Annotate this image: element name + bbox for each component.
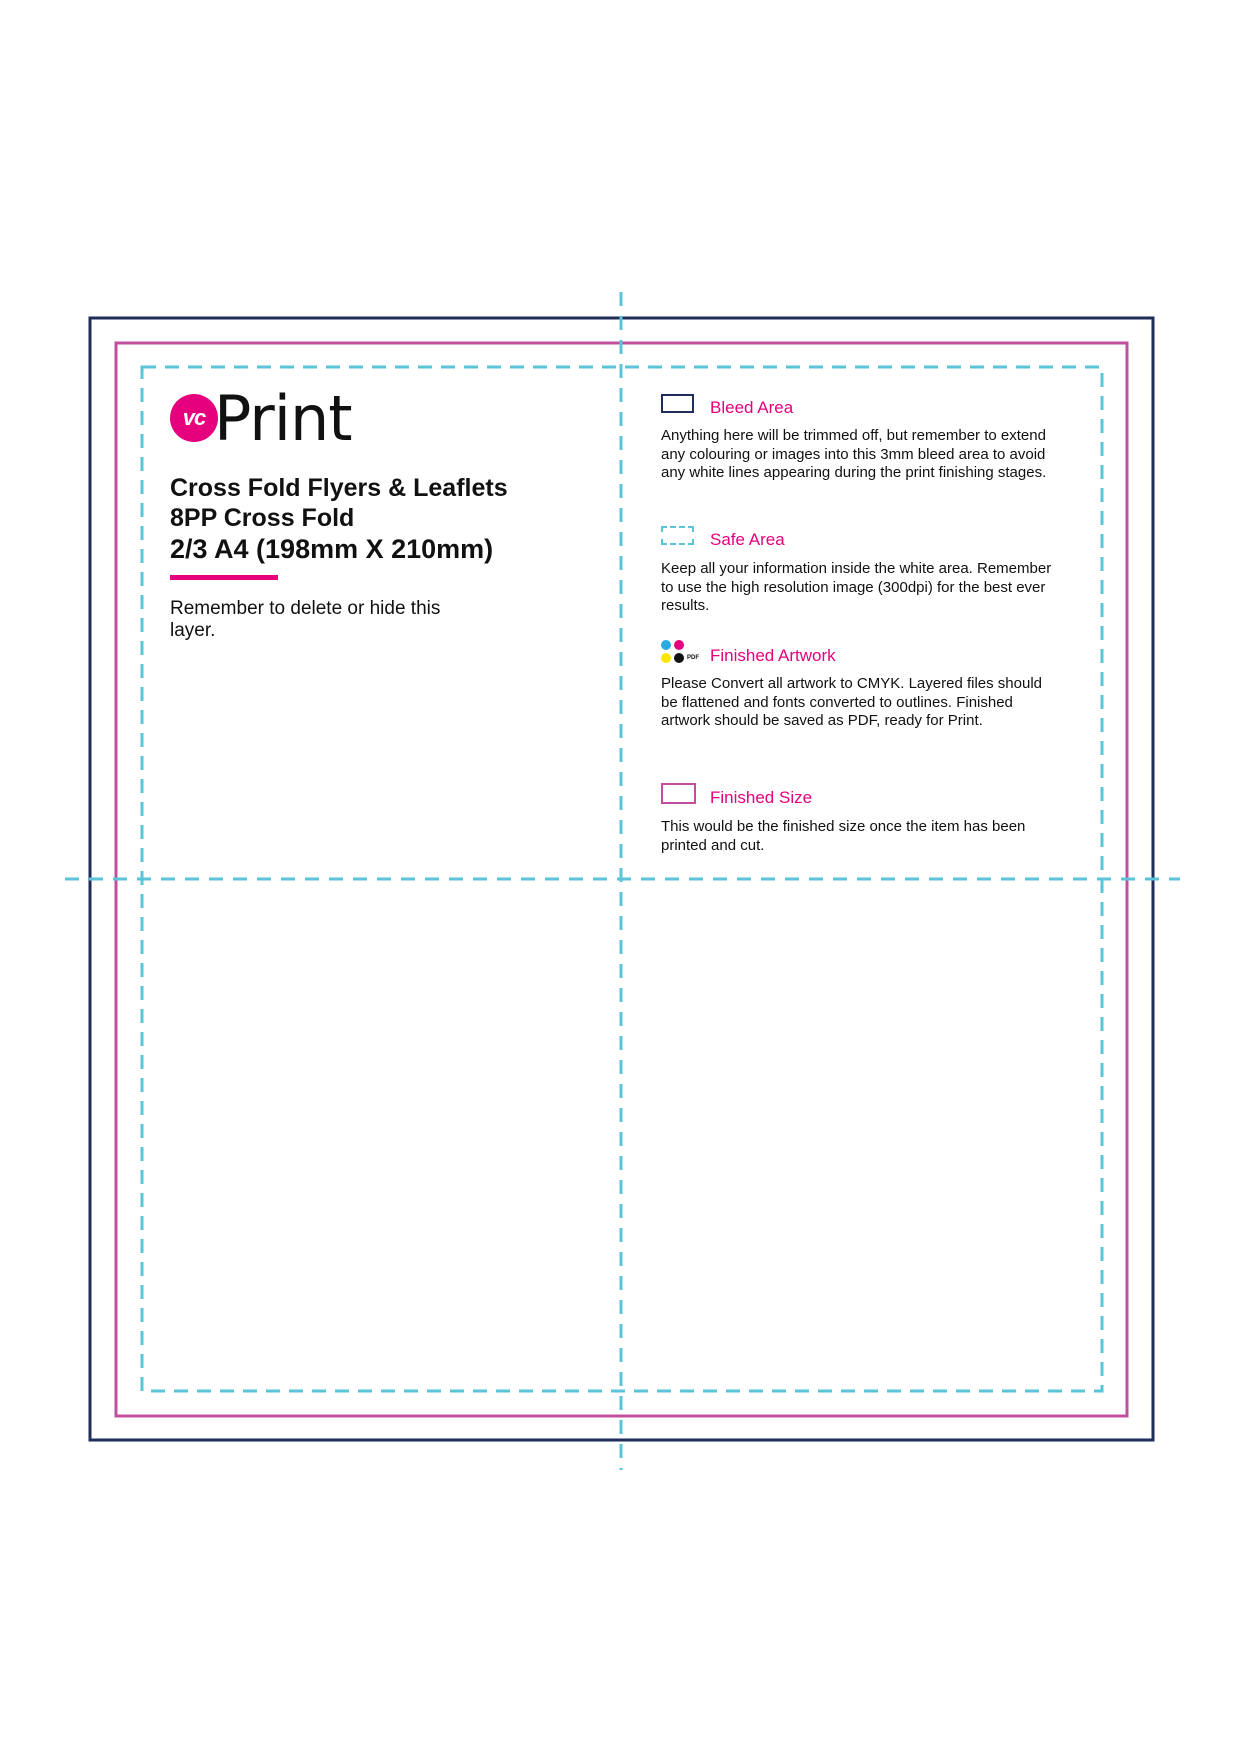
finished-artwork-title: Finished Artwork [710,646,836,665]
finished-size-title: Finished Size [710,788,813,807]
finished-size-text: This would be the finished size once the item has been printed and cut. [661,818,1026,854]
layer-reminder: Remember to delete or hide this layer. [170,598,441,641]
safe-area-text: Keep all your information inside the white area. Remember to use the high resolution image (300dpi) for the best ever results. [661,560,1052,614]
finished-artwork-text: Please Convert all artwork to CMYK. Layered files should be flattened and fonts converted to outlines. Finished artwork should be saved as PDF, ready for Print. [661,675,1043,729]
bleed-area-text: Anything here will be trimmed off, but remember to extend any colouring or images into this 3mm bleed area to avoid any white lines appearing during the print finishing stages. [661,427,1047,481]
bleed-area-icon [661,394,694,413]
yellow-dot [661,653,671,663]
safe-area-icon [661,526,694,545]
cmyk-pdf-icon [661,640,706,664]
magenta-dot [674,640,684,650]
black-dot [674,653,684,663]
vcprint-logo [170,382,370,455]
product-size: 2/3 A4 (198mm X 210mm) [170,534,494,564]
finished-size-icon [661,783,696,804]
cyan-dot [661,640,671,650]
logo-wordmark: Print [214,382,352,455]
safe-area-title: Safe Area [710,530,785,549]
product-title: Cross Fold Flyers & Leaflets [170,474,508,502]
bleed-area-title: Bleed Area [710,398,794,417]
logo-badge: vc [170,394,218,442]
fold-type: 8PP Cross Fold [170,504,355,532]
title-underline [170,575,278,580]
pdf-label: PDF [687,655,699,661]
